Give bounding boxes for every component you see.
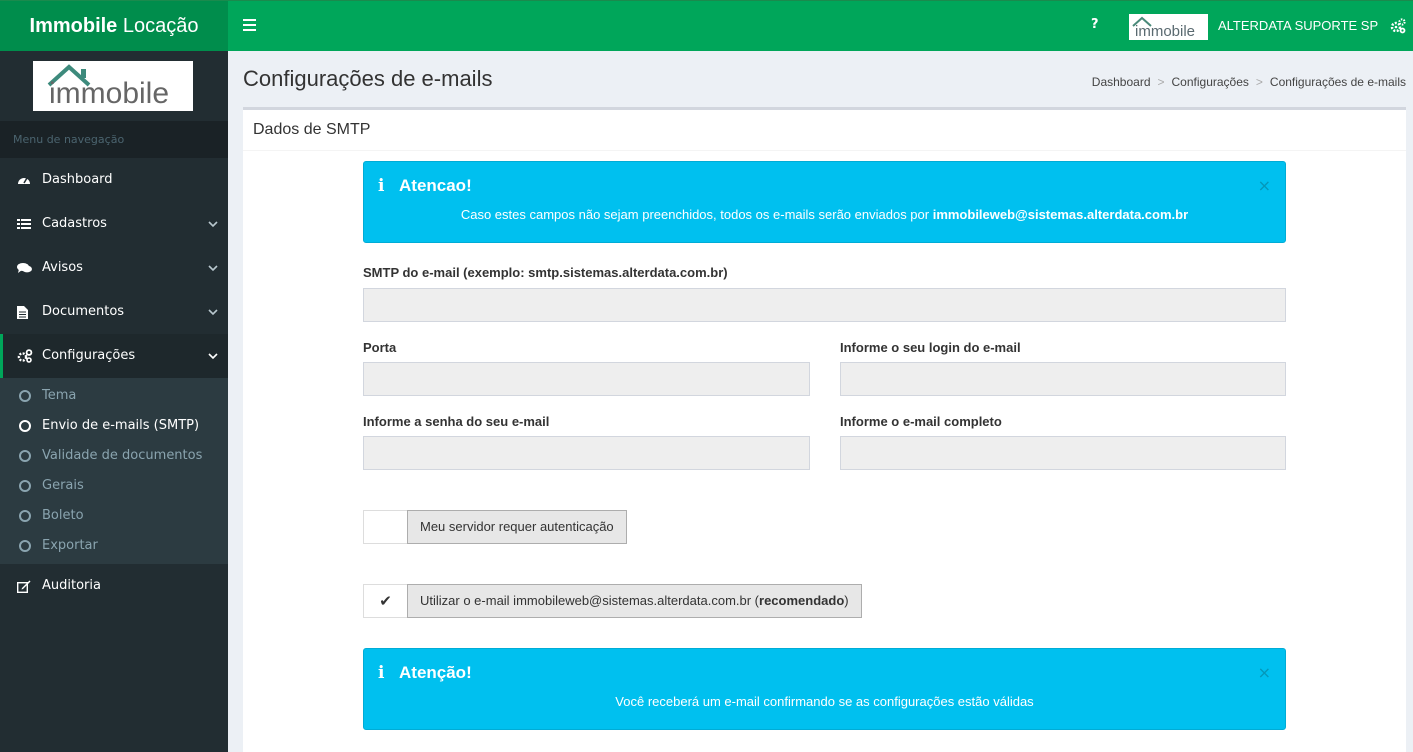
circle-icon xyxy=(19,480,31,492)
close-icon[interactable]: × xyxy=(1257,663,1271,682)
sidebar-subitem-exportar[interactable]: Exportar xyxy=(0,531,228,561)
alert-title: Atenção! xyxy=(399,663,472,682)
comments-icon xyxy=(17,246,33,290)
circle-icon xyxy=(19,420,31,432)
confirmation-alert xyxy=(363,648,1286,730)
auth-toggle-button[interactable]: Meu servidor requer autenticação xyxy=(407,510,627,544)
info-icon: i xyxy=(378,663,385,683)
sidebar-subitem-tema[interactable]: Tema xyxy=(0,381,228,411)
dashboard-icon xyxy=(17,158,33,202)
alert-message: Caso estes campos não sejam preenchidos, todos os e-mails serão enviados por immobileweb@sistemas.alterdata.com.br xyxy=(460,207,1189,222)
email-label: Informe o e-mail completo xyxy=(840,414,1002,429)
gears-icon xyxy=(17,334,33,378)
breadcrumb-dashboard[interactable]: Dashboard xyxy=(1091,75,1151,89)
porta-input[interactable] xyxy=(363,362,810,396)
user-name[interactable]: ALTERDATA SUPORTE SP xyxy=(1218,18,1379,33)
svg-text:immobile: immobile xyxy=(1135,23,1196,40)
auth-checkbox[interactable] xyxy=(363,510,408,544)
chevron-down-icon xyxy=(208,246,218,290)
company-logo xyxy=(33,61,193,111)
sidebar-item-auditoria[interactable]: Auditoria xyxy=(0,564,228,606)
sidebar-item-documentos[interactable]: Documentos xyxy=(0,290,228,334)
login-label: Informe o seu login do e-mail xyxy=(840,340,1021,355)
menu-header: Menu de navegação xyxy=(0,121,228,158)
breadcrumb: Dashboard > Configurações > Configurações de e-mails xyxy=(1091,75,1406,89)
alert-email: immobileweb@sistemas.alterdata.com.br xyxy=(932,207,1189,222)
circle-icon xyxy=(19,510,31,522)
use-default-toggle[interactable] xyxy=(363,584,862,618)
circle-icon xyxy=(19,390,31,402)
edit-icon xyxy=(17,564,33,608)
sidebar-subitem-boleto[interactable]: Boleto xyxy=(0,501,228,531)
help-button[interactable]: ? xyxy=(1091,17,1099,32)
circle-icon xyxy=(19,540,31,552)
sidebar-item-configuracoes[interactable]: Configurações xyxy=(0,334,228,378)
close-icon[interactable]: × xyxy=(1257,176,1271,195)
attention-alert xyxy=(363,161,1286,243)
info-icon: i xyxy=(378,176,385,196)
auth-toggle[interactable] xyxy=(363,510,627,544)
login-input[interactable] xyxy=(840,362,1286,396)
sidebar-subitem-validade[interactable]: Validade de documentos xyxy=(0,441,228,471)
configuracoes-submenu xyxy=(0,378,228,564)
senha-input[interactable] xyxy=(363,436,810,470)
email-input[interactable] xyxy=(840,436,1286,470)
breadcrumb-current: Configurações de e-mails xyxy=(1269,75,1406,89)
chevron-down-icon xyxy=(208,202,218,246)
box-title: Dados de SMTP xyxy=(243,110,1406,151)
senha-label: Informe a senha do seu e-mail xyxy=(363,414,550,429)
check-icon[interactable]: ✔ xyxy=(363,584,408,618)
use-default-button[interactable]: Utilizar o e-mail immobileweb@sistemas.alterdata.com.br (recomendado) xyxy=(407,584,862,618)
file-icon xyxy=(17,290,33,334)
gears-icon[interactable] xyxy=(1390,18,1406,38)
app-brand[interactable]: Immobile Locação xyxy=(0,1,228,51)
list-icon xyxy=(17,202,33,246)
user-logo xyxy=(1129,14,1208,40)
sidebar-item-dashboard[interactable]: Dashboard xyxy=(0,158,228,202)
chevron-down-icon xyxy=(208,334,218,378)
sidebar-subitem-gerais[interactable]: Gerais xyxy=(0,471,228,501)
porta-label: Porta xyxy=(363,340,397,355)
circle-icon xyxy=(19,450,31,462)
svg-text:immobile: immobile xyxy=(49,77,170,110)
sidebar-subitem-smtp[interactable]: Envio de e-mails (SMTP) xyxy=(0,411,228,441)
breadcrumb-configuracoes[interactable]: Configurações xyxy=(1171,75,1249,89)
sidebar-item-cadastros[interactable]: Cadastros xyxy=(0,202,228,246)
hamburger-menu-icon[interactable] xyxy=(243,19,256,31)
alert-title: Atencao! xyxy=(399,176,472,195)
page-title: Configurações de e-mails xyxy=(243,66,493,91)
smtp-input[interactable] xyxy=(363,288,1286,322)
smtp-box xyxy=(243,107,1406,752)
sidebar xyxy=(0,51,228,752)
sidebar-item-avisos[interactable]: Avisos xyxy=(0,246,228,290)
top-navbar xyxy=(0,0,1413,51)
alert-message: Você receberá um e-mail confirmando se as configurações estão válidas xyxy=(615,694,1034,709)
chevron-down-icon xyxy=(208,290,218,334)
smtp-label: SMTP do e-mail (exemplo: smtp.sistemas.alterdata.com.br) xyxy=(363,265,728,280)
